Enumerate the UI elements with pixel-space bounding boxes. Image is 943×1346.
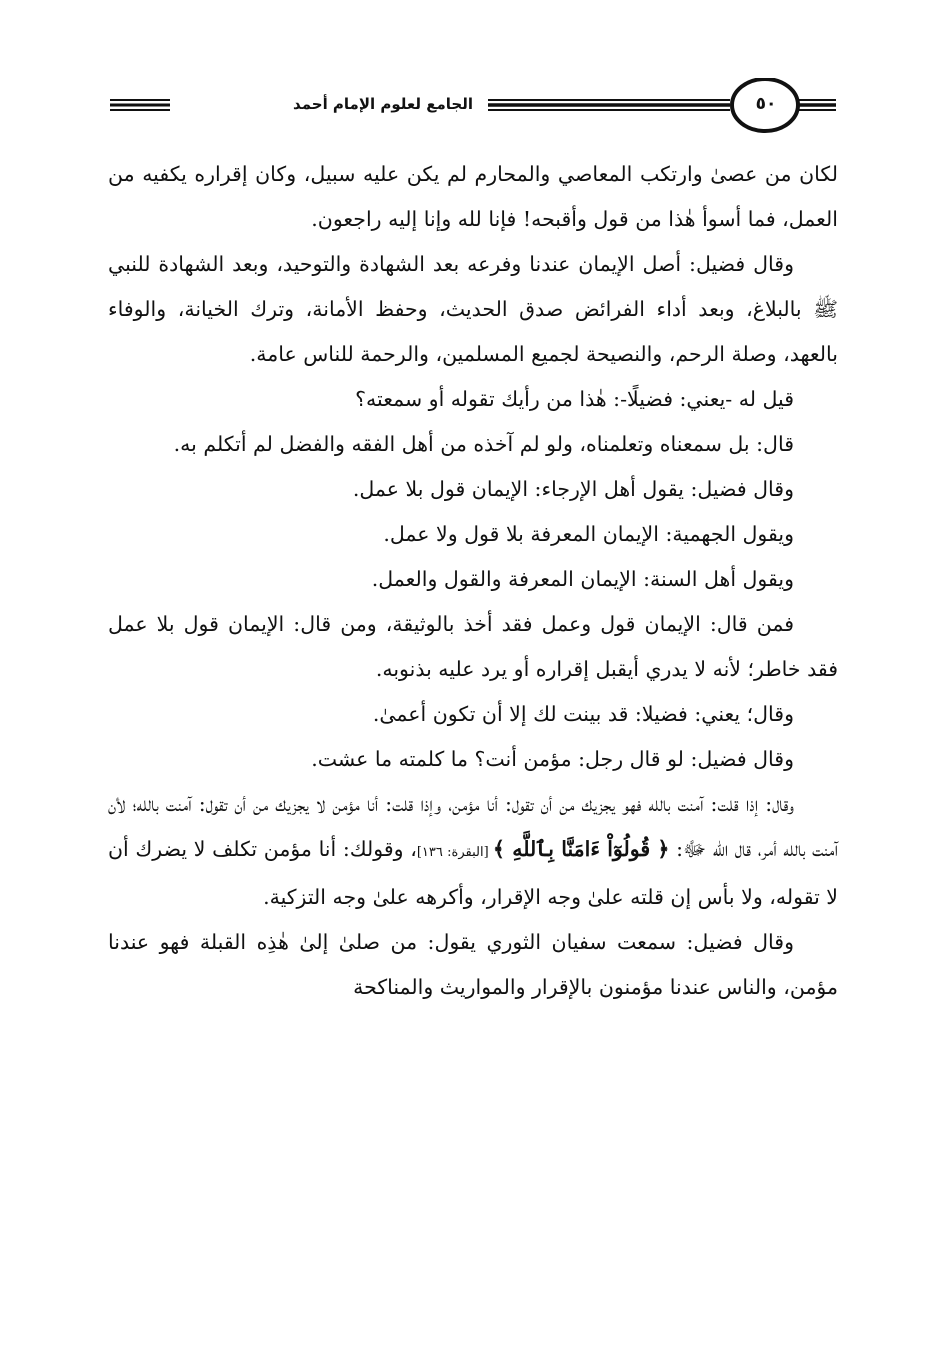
page-body — [108, 152, 838, 1010]
running-title: الجامع لعلوم الإمام أحمد — [278, 94, 488, 114]
paragraph: وقال فضيل: أصل الإيمان عندنا وفرعه بعد الشهادة والتوحيد، وبعد الشهادة للنبي ﷺ بالبلاغ، وبعد أداء الفرائض صدق الحديث، وحفظ الأمانة، وترك الخيانة، والوفاء بالعهد، وصلة الرحم، والنصيحة لجميع المسلمين، والرحمة للناس عامة. — [108, 252, 838, 366]
paragraph: وقال فضيل: لو قال رجل: مؤمن أنت؟ ما كلمته ما عشت. — [311, 747, 794, 771]
paragraph: وقال فضيل: يقول أهل الإرجاء: الإيمان قول بلا عمل. — [352, 477, 794, 501]
paragraph: قيل له -يعني: فضيلًا-: هٰذا من رأيك تقوله أو سمعته؟ — [355, 387, 794, 411]
paragraph: لكان من عصىٰ وارتكب المعاصي والمحارم لم يكن عليه سبيل، وكان إقراره يكفيه من العمل، فما أسوأ هٰذا من قول وأقبحه! فإنا لله وإنا إليه راجعون. — [108, 162, 838, 231]
paragraph: وقال؛ يعني: فضيلا: قد بينت لك إلا أن تكون أعمىٰ. — [372, 702, 794, 726]
paragraph: ويقول أهل السنة: الإيمان المعرفة والقول والعمل. — [371, 567, 794, 591]
page-header — [108, 78, 838, 136]
paragraph: قال: بل سمعناه وتعلمناه، ولو لم آخذه من أهل الفقه والفضل لم أتكلم به. — [173, 432, 794, 456]
paragraph: ويقول الجهمية: الإيمان المعرفة بلا قول ولا عمل. — [383, 522, 794, 546]
paragraph-with-quran-quote — [108, 782, 838, 920]
paragraph-text: وقال: إذا قلت: آمنت بالله فهو يجزيك من أن تقول: أنا مؤمن، وإذا قلت: أنا مؤمن لا يجزيك من أن تقول: آمنت بالله؛ لأن آمنت بالله أمر، قال الله ﷻ: — [108, 792, 839, 861]
page-number: ٥٠ — [755, 94, 777, 114]
paragraph: فمن قال: الإيمان قول وعمل فقد أخذ بالوثيقة، ومن قال: الإيمان قول بلا عمل فقد خاطر؛ لأنه لا يدري أيقبل إقراره أو يرد عليه بذنوبه. — [108, 612, 838, 681]
paragraph: وقال فضيل: سمعت سفيان الثوري يقول: من صلىٰ إلىٰ هٰذِه القبلة فهو عندنا مؤمن، والناس عندنا مؤمنون بالإقرار والمواريث والمناكحة — [108, 930, 838, 999]
paragraph-text: ، وقولك: أنا مؤمن تكلف لا يضرك أن لا تقوله، ولا بأس إن قلته علىٰ وجه الإقرار، وأكرهه علىٰ وجه التزكية. — [108, 837, 838, 909]
verse-reference: [البقرة: ١٣٦] — [416, 845, 493, 860]
quran-quote: ﴿ قُولُوٓاْ ءَامَنَّا بِٱللَّهِ ﴾ — [492, 837, 670, 861]
